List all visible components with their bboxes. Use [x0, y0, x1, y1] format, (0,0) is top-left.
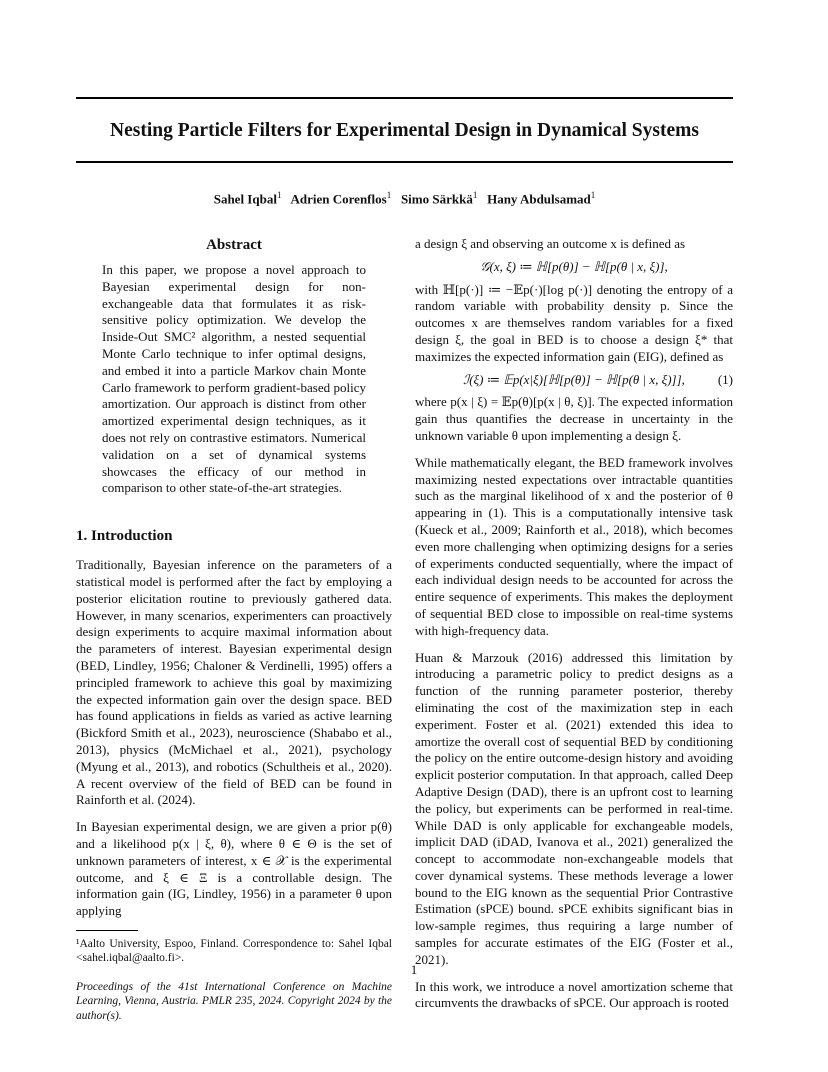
body-paragraph: with ℍ[p(·)] ≔ −𝔼p(·)[log p(·)] denoting the entropy of a random variable with probability density p. Since the outcomes x are themselves random variables for a fixed design ξ, the goal in BED is to choose a design ξ* that maximizes the expected information gain (EIG), defined as [415, 281, 733, 364]
body-paragraph: Traditionally, Bayesian inference on the parameters of a statistical model is performed after the fact by employing a posterior elicitation routine to previously gathered data. However, in many scenarios, experimenters can proactively design experiments to acquire maximal information about the parameters of interest. Bayesian experimental design (BED, Lindley, 1956; Chaloner & Verdinelli, 1995) offers a principled framework to achieve this goal by maximizing the expected information gain over the design space. BED has found applications in fields as varied as active learning (Bickford Smith et al., 2023), neuroscience (Shababo et al., 2013), physics (McMichael et al., 2021), psychology (Myung et al., 2013), and robotics (Schultheis et al., 2020). A recent overview of the field of BED can be found in Rainforth et al. (2024). [76, 557, 392, 808]
equation-information-gain: 𝒢(x, ξ) ≔ ℍ[p(θ)] − ℍ[p(θ | x, ξ)], [480, 258, 668, 274]
equation-expected-information-gain [415, 372, 733, 389]
body-paragraph: where p(x | ξ) = 𝔼p(θ)[p(x | θ, ξ)]. The expected information gain thus quantifies the decrease in uncertainty in the unknown variable θ upon implementing a design ξ. [415, 394, 733, 443]
abstract-text: In this paper, we propose a novel approach to Bayesian experimental design for non-exchangeable data that formulates it as risk-sensitive policy optimization. We develop the Inside-Out SMC² algorithm, a nested sequential Monte Carlo technique to infer optimal designs, and embed it into a particle Markov chain Monte Carlo framework to perform gradient-based policy amortization. Our approach is distinct from other amortized experimental design techniques, as it does not rely on contrastive estimators. Numerical validation on a set of dynamical systems showcases the efficacy of our method in comparison to other state-of-the-art strategies. [102, 262, 366, 496]
left-column [76, 236, 392, 1023]
author-affiliation: 1 [590, 190, 596, 200]
author-affiliation: 1 [472, 190, 478, 200]
title-bottom-rule [76, 161, 733, 163]
equation-body: ℐ(ξ) ≔ 𝔼p(x|ξ)[ℍ[p(θ)] − ℍ[p(θ | x, ξ)]], [463, 371, 685, 387]
paper-title: Nesting Particle Filters for Experimental Design in Dynamical Systems [110, 120, 699, 141]
page-number: 1 [410, 962, 418, 977]
author-name: Sahel Iqbal [213, 191, 277, 207]
author-name: Hany Abdulsamad [487, 191, 591, 207]
author-affiliation: 1 [276, 190, 282, 200]
section-heading-introduction: 1. Introduction [76, 528, 173, 545]
author-list [76, 190, 733, 207]
footnote-rule [76, 930, 138, 931]
body-paragraph: While mathematically elegant, the BED framework involves maximizing nested expectations over intractable quantities such as the marginal likelihood of x and the posterior of θ appearing in (1). This is a computationally intensive task (Kueck et al., 2009; Rainforth et al., 2018), which becomes even more challenging when optimizing designs for a series of experiments conducted sequentially, where the impact of each individual design needs to be accounted for across the entire sequence of experiments. This makes the deployment of sequential BED close to impossible on real-time systems with high-frequency data. [415, 454, 733, 638]
title-top-rule [76, 97, 733, 99]
author-affiliation: 1 [386, 190, 392, 200]
author-name: Adrien Corenflos [290, 191, 387, 207]
abstract-heading: Abstract [206, 237, 262, 253]
right-column [415, 236, 733, 1022]
body-paragraph: In Bayesian experimental design, we are given a prior p(θ) and a likelihood p(x | ξ, θ), where θ ∈ Θ is the set of unknown parameters of interest, x ∈ 𝒳 is the experimental outcome, and ξ ∈ Ξ is a controllable design. The information gain (IG, Lindley, 1956) in a parameter θ upon applying [76, 819, 392, 919]
equation-number: (1) [717, 371, 733, 387]
author-name: Simo Särkkä [400, 191, 473, 207]
body-paragraph: In this work, we introduce a novel amortization scheme that circumvents the drawbacks of sPCE. Our approach is rooted [415, 978, 733, 1011]
body-paragraph: Huan & Marzouk (2016) addressed this limitation by introducing a parametric policy to predict designs as a function of the running parameter posterior, thereby eliminating the cost of the maximization step in each experiment. Foster et al. (2021) extended this idea to amortize the overall cost of sequential BED by conditioning the policy on the entire outcome-design history and avoiding explicit posterior computation. In that approach, called Deep Adaptive Design (DAD), there is an upfront cost to learning the policy, but experiments can be performed in real-time. While DAD is only applicable for exchangeable models, implicit DAD (iDAD, Ivanova et al., 2021) generalized the concept to accommodate non-exchangeable models that cover dynamical systems. These methods leverage a lower bound to the EIG known as the sequential Prior Contrastive Estimation (sPCE) bound. sPCE exhibits significant bias in low-sample regimes, thus requiring a large number of samples for accurate estimates of the EIG (Foster et al., 2021). [415, 649, 733, 967]
affiliation-footnote: ¹Aalto University, Espoo, Finland. Correspondence to: Sahel Iqbal <sahel.iqbal@aalto.fi>. [76, 937, 392, 965]
proceedings-note: Proceedings of the 41st International Conference on Machine Learning, Vienna, Austria. PMLR 235, 2024. Copyright 2024 by the author(s). [76, 980, 392, 1022]
body-paragraph: a design ξ and observing an outcome x is defined as [415, 236, 686, 251]
